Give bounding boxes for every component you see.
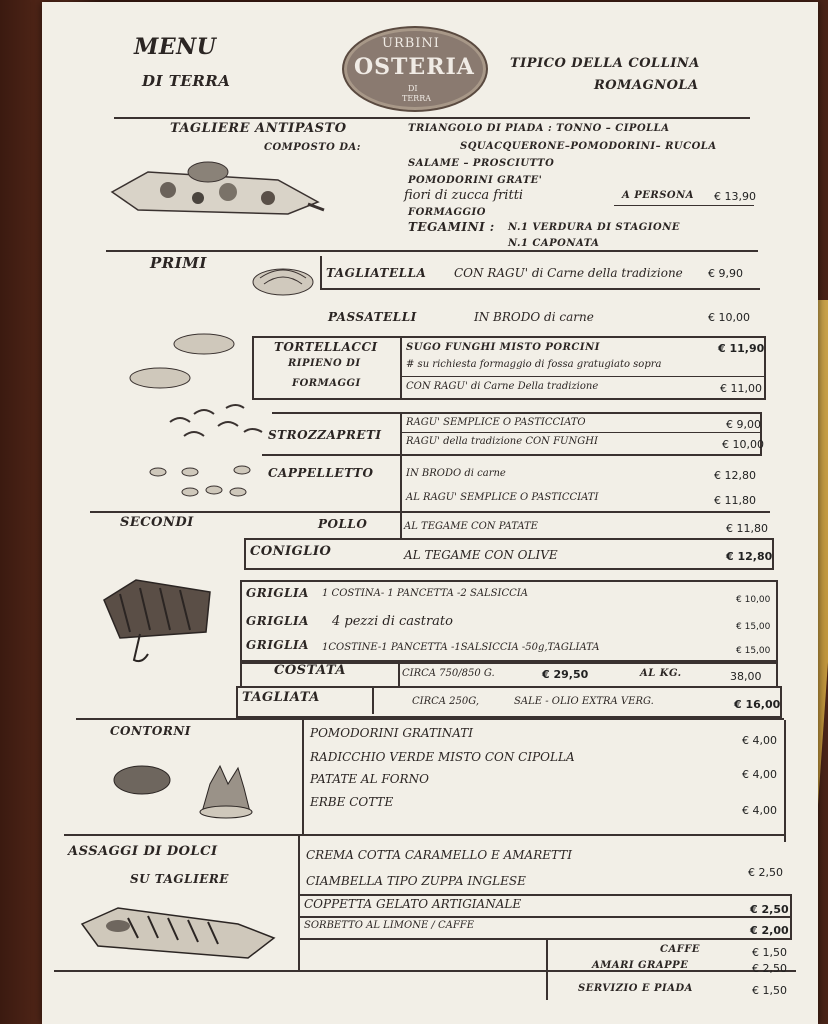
contorni-price1: € 4,00: [742, 734, 777, 747]
osteria-logo: [342, 26, 488, 112]
menu-title: MENU: [134, 34, 217, 60]
contorni-price3: € 4,00: [742, 768, 777, 781]
antipasto-line6: FORMAGGIO: [408, 207, 486, 218]
costata-desc: CIRCA 750/850 G.: [402, 668, 495, 679]
caffe-price: € 1,50: [752, 946, 787, 959]
divider: [302, 720, 304, 834]
tortellacci-name1: TORTELLACCI: [274, 340, 378, 354]
tegamini-label: TEGAMINI :: [408, 220, 495, 234]
amari-price: € 2,50: [752, 962, 787, 975]
dolci-subtitle: SU TAGLIERE: [130, 872, 229, 886]
divider: [372, 686, 374, 714]
divider: [400, 412, 402, 456]
griglia1-price: € 10,00: [736, 595, 771, 605]
tagline-2: ROMAGNOLA: [594, 78, 699, 93]
griglia1-desc: 1 COSTINA- 1 PANCETTA -2 SALSICCIA: [322, 588, 528, 599]
cappelletto-desc2: AL RAGU' SEMPLICE O PASTICCIATI: [406, 492, 599, 503]
contorni-title: CONTORNI: [110, 724, 191, 738]
contorni-price4: € 4,00: [742, 804, 777, 817]
divider: [402, 432, 762, 433]
dolci-item4: SORBETTO AL LIMONE / CAFFE: [304, 920, 475, 931]
tagliatella-desc: CON RAGU' di Carne della tradizione: [454, 266, 683, 280]
divider: [400, 338, 402, 398]
coniglio-price: € 12,80: [726, 550, 773, 563]
pollo-price: € 11,80: [726, 522, 768, 535]
strozzapreti-desc1: RAGU' SEMPLICE O PASTICCIATO: [406, 417, 586, 428]
primi-title: PRIMI: [150, 254, 207, 272]
passatelli-name: PASSATELLI: [328, 310, 417, 324]
tortellacci-desc2: CON RAGU' di Carne Della tradizione: [406, 381, 599, 392]
griglia2-desc: 4 pezzi di castrato: [332, 614, 453, 629]
antipasto-line5: fiori di zucca fritti: [404, 188, 524, 203]
divider: [272, 412, 762, 414]
passatelli-price: € 10,00: [708, 311, 750, 324]
logo-main: OSTERIA: [354, 54, 475, 80]
dessert-board-illustration: [78, 898, 278, 968]
coniglio-desc: AL TEGAME CON OLIVE: [404, 548, 558, 562]
contorni-item3: PATATE AL FORNO: [310, 772, 429, 786]
caffe-label: CAFFE: [660, 944, 701, 955]
costata-price: € 29,50: [542, 668, 589, 681]
dolci-price12: € 2,50: [748, 866, 783, 879]
divider: [64, 834, 786, 836]
costata-unit: AL KG.: [640, 668, 682, 679]
tortellacci-name2: RIPIENO DI: [288, 358, 361, 369]
servizio-price: € 1,50: [752, 984, 787, 997]
strozzapreti-desc2: RAGU' della tradizione CON FUNGHI: [406, 436, 598, 447]
cappelletti-illustration: [146, 464, 256, 504]
divider: [400, 456, 402, 512]
contorni-item4: ERBE COTTE: [310, 795, 394, 809]
divider: [76, 718, 784, 720]
servizio-label: SERVIZIO E PIADA: [578, 983, 693, 994]
griglia1-name: GRIGLIA: [246, 586, 309, 600]
griglia3-price: € 15,00: [736, 646, 771, 656]
tortellacci-name3: FORMAGGI: [292, 378, 361, 389]
cappelletto-price2: € 11,80: [714, 494, 756, 507]
strozzapreti-price1: € 9,00: [726, 418, 761, 431]
strozzapreti-illustration: [164, 402, 274, 446]
logo-bottom2: TERRA: [402, 94, 431, 103]
tortellacci-illustration: [126, 326, 246, 398]
menu-sheet: [42, 2, 818, 1024]
tegamini-1: N.1 VERDURA DI STAGIONE: [508, 222, 680, 233]
pollo-desc: AL TEGAME CON PATATE: [404, 521, 538, 532]
strozzapreti-price2: € 10,00: [722, 438, 764, 451]
amari-label: AMARI GRAPPE: [592, 960, 689, 971]
tagliatella-price: € 9,90: [708, 267, 743, 280]
platter-illustration: [108, 152, 328, 222]
antipasto-subtitle: COMPOSTO DA:: [264, 142, 361, 153]
divider: [262, 454, 762, 456]
divider: [546, 938, 548, 1000]
tagliatella-name: TAGLIATELLA: [326, 266, 427, 280]
contorni-illustration: [110, 762, 260, 820]
cappelletto-price1: € 12,80: [714, 469, 756, 482]
divider: [402, 376, 764, 377]
coniglio-name: CONIGLIO: [250, 544, 332, 559]
tortellacci-desc1: SUGO FUNGHI MISTO PORCINI: [406, 342, 600, 353]
dolci-title: ASSAGGI DI DOLCI: [68, 844, 218, 859]
divider: [398, 660, 400, 686]
tortellacci-price2: € 11,00: [720, 382, 762, 395]
griglia3-desc: 1COSTINE-1 PANCETTA -1SALSICCIA -50g,TAGLIATA: [322, 642, 600, 653]
antipasto-line1: TRIANGOLO DI PIADA : TONNO – CIPOLLA: [408, 123, 670, 134]
costata-unit-price: 38,00: [730, 670, 762, 683]
cappelletto-desc1: IN BRODO di carne: [406, 468, 506, 479]
tagline-1: TIPICO DELLA COLLINA: [510, 56, 700, 71]
per-person-label: A PERSONA: [622, 190, 695, 201]
dolci-price3: € 2,50: [750, 903, 789, 916]
strozzapreti-name: STROZZAPRETI: [268, 428, 382, 442]
logo-top: URBINI: [382, 36, 440, 51]
passatelli-desc: IN BRODO di carne: [474, 310, 594, 324]
tagliatelle-illustration: [250, 256, 316, 298]
tegamini-2: N.1 CAPONATA: [508, 238, 600, 249]
divider: [400, 513, 402, 539]
tagliata-desc2: SALE - OLIO EXTRA VERG.: [514, 696, 654, 707]
contorni-item2: RADICCHIO VERDE MISTO CON CIPOLLA: [310, 750, 575, 764]
divider: [106, 250, 758, 252]
griglia2-name: GRIGLIA: [246, 614, 309, 628]
divider: [784, 720, 786, 842]
dolci-item1: CREMA COTTA CARAMELLO E AMARETTI: [306, 848, 572, 862]
pollo-name: POLLO: [318, 517, 368, 531]
antipasto-line4: POMODORINI GRATE': [408, 175, 543, 186]
costata-name: COSTATA: [274, 663, 346, 678]
griglia2-price: € 15,00: [736, 622, 771, 632]
contorni-item1: POMODORINI GRATINATI: [310, 726, 473, 740]
tortellacci-note: # su richiesta formaggio di fossa gratugiato sopra: [406, 359, 662, 370]
menu-subtitle: DI TERRA: [142, 72, 231, 90]
tortellacci-price1: € 11,90: [718, 342, 765, 355]
grill-meat-illustration: [100, 574, 218, 666]
cappelletto-name: CAPPELLETTO: [268, 466, 374, 480]
dolci-price4: € 2,00: [750, 924, 789, 937]
dolci-item3: COPPETTA GELATO ARTIGIANALE: [304, 897, 522, 911]
divider: [114, 117, 750, 119]
tagliata-price: € 16,00: [734, 698, 781, 711]
divider: [320, 288, 760, 290]
antipasto-line2: SQUACQUERONE–POMODORINI– RUCOLA: [460, 141, 717, 152]
griglia3-name: GRIGLIA: [246, 638, 309, 652]
dolci-item2: CIAMBELLA TIPO ZUPPA INGLESE: [306, 874, 526, 888]
tagliata-desc: CIRCA 250G,: [412, 696, 480, 707]
divider: [90, 511, 770, 513]
logo-bottom1: DI: [408, 84, 418, 93]
antipasto-line3: SALAME – PROSCIUTTO: [408, 158, 555, 169]
antipasto-price: € 13,90: [714, 190, 756, 203]
antipasto-title: TAGLIERE ANTIPASTO: [170, 121, 347, 136]
secondi-title: SECONDI: [120, 515, 194, 530]
divider: [614, 205, 754, 206]
tagliata-name: TAGLIATA: [242, 690, 320, 705]
